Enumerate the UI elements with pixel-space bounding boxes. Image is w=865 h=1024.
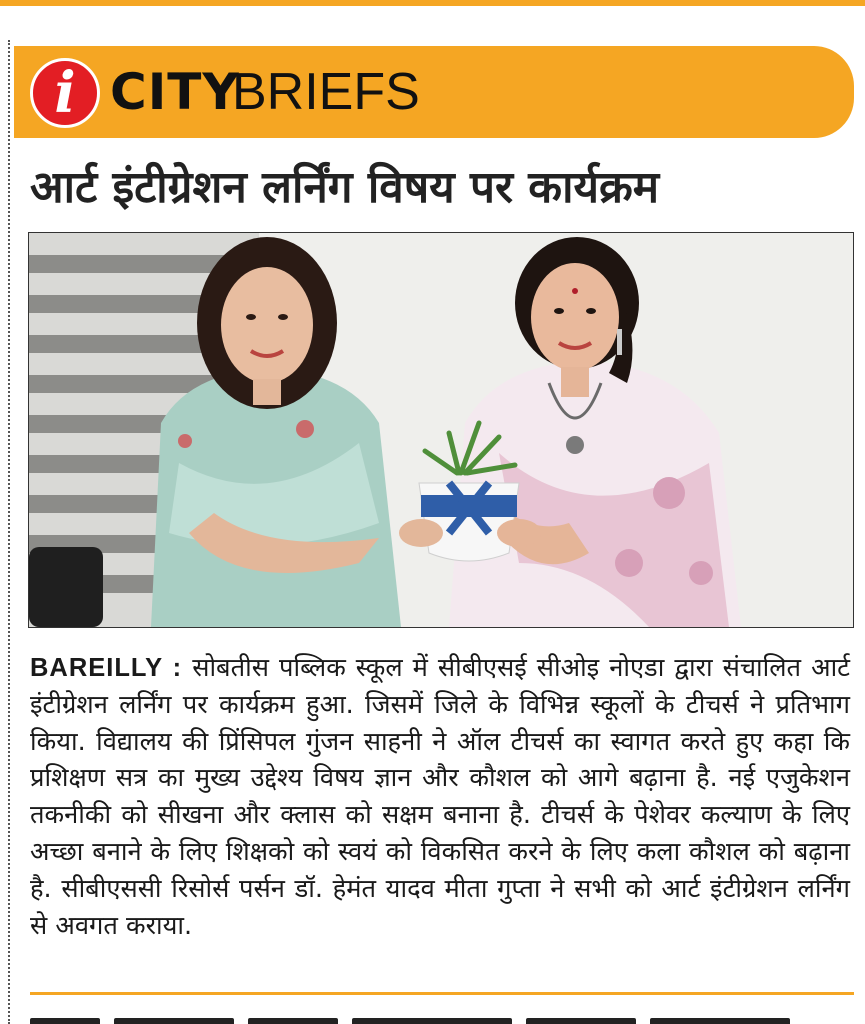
- brand-logo-icon: i: [30, 58, 100, 128]
- article-body: [30, 650, 850, 944]
- article-headline: आर्ट इंटीग्रेशन लर्निंग विषय पर कार्यक्रम: [30, 162, 660, 213]
- next-article-cutoff: [30, 1010, 850, 1024]
- column-dotted-rule: [8, 40, 10, 1024]
- article-body-text: सोबतीस पब्लिक स्कूल में सीबीएसई सीओइ नोएडा द्वारा संचालित आर्ट इंटीग्रेशन लर्निंग पर कार्यक्रम हुआ. जिसमें जिले के विभिन्न स्कूलों के टीचर्स ने प्रतिभाग किया. विद्यालय की प्रिंसिपल गुंजन साहनी ने ऑल टीचर्स का स्वागत करते हुए कहा कि प्रशिक्षण सत्र का मुख्य उद्देश्य विषय ज्ञान और कौशल को आगे बढ़ाना है. नई एजुकेशन तकनीकी को सीखना और क्लास को सक्षम बनाना है. टीचर्स के पेशेवर कल्याण के लिए अच्छा बनाने के लिए शिक्षको को स्वयं को विकसित करने के लिए कला कौशल को बढ़ाना है. सीबीएससी रिसोर्स पर्सन डॉ. हेमंत यादव मीता गुप्ता ने सभी को आर्ट इंटीग्रेशन लर्निंग से अवगत कराया.: [30, 653, 851, 941]
- brand-name-light: BRIEFS: [232, 63, 420, 121]
- article-dateline: BAREILLY :: [30, 654, 183, 682]
- news-photo: [28, 232, 854, 628]
- chair-shape: [29, 547, 103, 627]
- top-accent-rule: [0, 0, 865, 6]
- bottom-accent-rule: [30, 992, 854, 995]
- brand-name-bold: CITY: [110, 63, 240, 121]
